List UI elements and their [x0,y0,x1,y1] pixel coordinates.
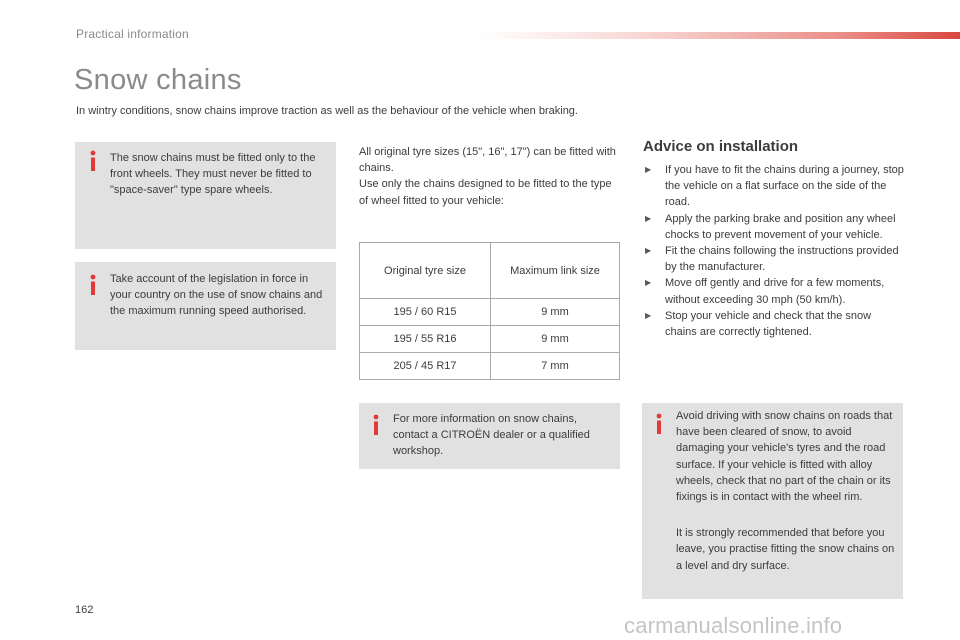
note-more-info [359,403,620,469]
tyre-sizes-text: All original tyre sizes (15", 16", 17") can be fitted with chains. Use only the chains designed to be fitted to the type of wheel fitted to your vehicle: [359,146,616,207]
list-item [643,275,905,307]
column-header-original-tyre-size: Original tyre size [360,243,491,299]
list-item [643,308,905,340]
link-size-cell: 9 mm [491,326,620,353]
page-number: 162 [75,604,94,616]
link-size-cell: 7 mm [491,353,620,380]
tyre-size-cell: 195 / 60 R15 [360,299,491,326]
note-text: For more information on snow chains, contact a CITROËN dealer or a qualified workshop. [393,413,590,458]
table-row [360,299,620,326]
header-band [478,32,960,39]
list-item-text: Apply the parking brake and position any wheel chocks to prevent movement of your vehicle. [665,212,896,241]
section-title: Practical information [76,27,189,41]
table-row [360,326,620,353]
info-icon [88,274,98,296]
arrow-right-icon: ▶ [645,310,652,320]
note-text-practise: It is strongly recommended that before you leave, you practise fitting the snow chains on a level and dry surface. [676,527,895,572]
note-front-wheels [75,142,336,249]
tyre-size-cell: 205 / 45 R17 [360,353,491,380]
arrow-right-icon: ▶ [645,278,652,288]
info-icon [371,414,381,436]
table-row [360,353,620,380]
advice-title: Advice on installation [643,138,799,155]
arrow-right-icon: ▶ [645,246,652,256]
list-item-text: If you have to fit the chains during a journey, stop the vehicle on a flat surface on the side of the road. [665,164,904,209]
advice-list [643,162,905,340]
table-header-row [360,243,620,299]
note-avoid-cleared-roads [642,403,903,599]
info-icon [654,413,664,435]
list-item-text: Stop your vehicle and check that the snow chains are correctly tightened. [665,309,872,339]
note-legislation [75,262,336,350]
note-text: Avoid driving with snow chains on roads that have been cleared of snow, to avoid damaging your vehicle's tyres and the road surface. If your vehicle is fitted with alloy wheels, check that no part of the chain or its fixings is in contact with the wheel rim. [676,410,893,504]
column-header-maximum-link-size: Maximum link size [491,243,620,299]
note-text: Take account of the legislation in force in your country on the use of snow chains and the maximum running speed authorised. [110,273,323,318]
note-text: The snow chains must be fitted only to the front wheels. They must never be fitted to "space-saver" type spare wheels. [110,152,316,197]
tyre-table [359,242,620,380]
list-item-text: Fit the chains following the instructions provided by the manufacturer. [665,245,899,274]
watermark: carmanualsonline.info [624,613,843,638]
arrow-right-icon: ▶ [645,165,652,174]
info-icon [88,150,98,172]
tyre-size-cell: 195 / 55 R16 [360,326,491,353]
list-item [643,162,905,211]
list-item [643,211,905,243]
page-title: Snow chains [74,64,242,96]
arrow-right-icon: ▶ [645,213,652,223]
intro-text: In wintry conditions, snow chains improve traction as well as the behaviour of the vehicle when braking. [76,105,578,117]
link-size-cell: 9 mm [491,299,620,326]
list-item [643,243,905,275]
list-item-text: Move off gently and drive for a few moments, without exceeding 30 mph (50 km/h). [665,277,885,306]
